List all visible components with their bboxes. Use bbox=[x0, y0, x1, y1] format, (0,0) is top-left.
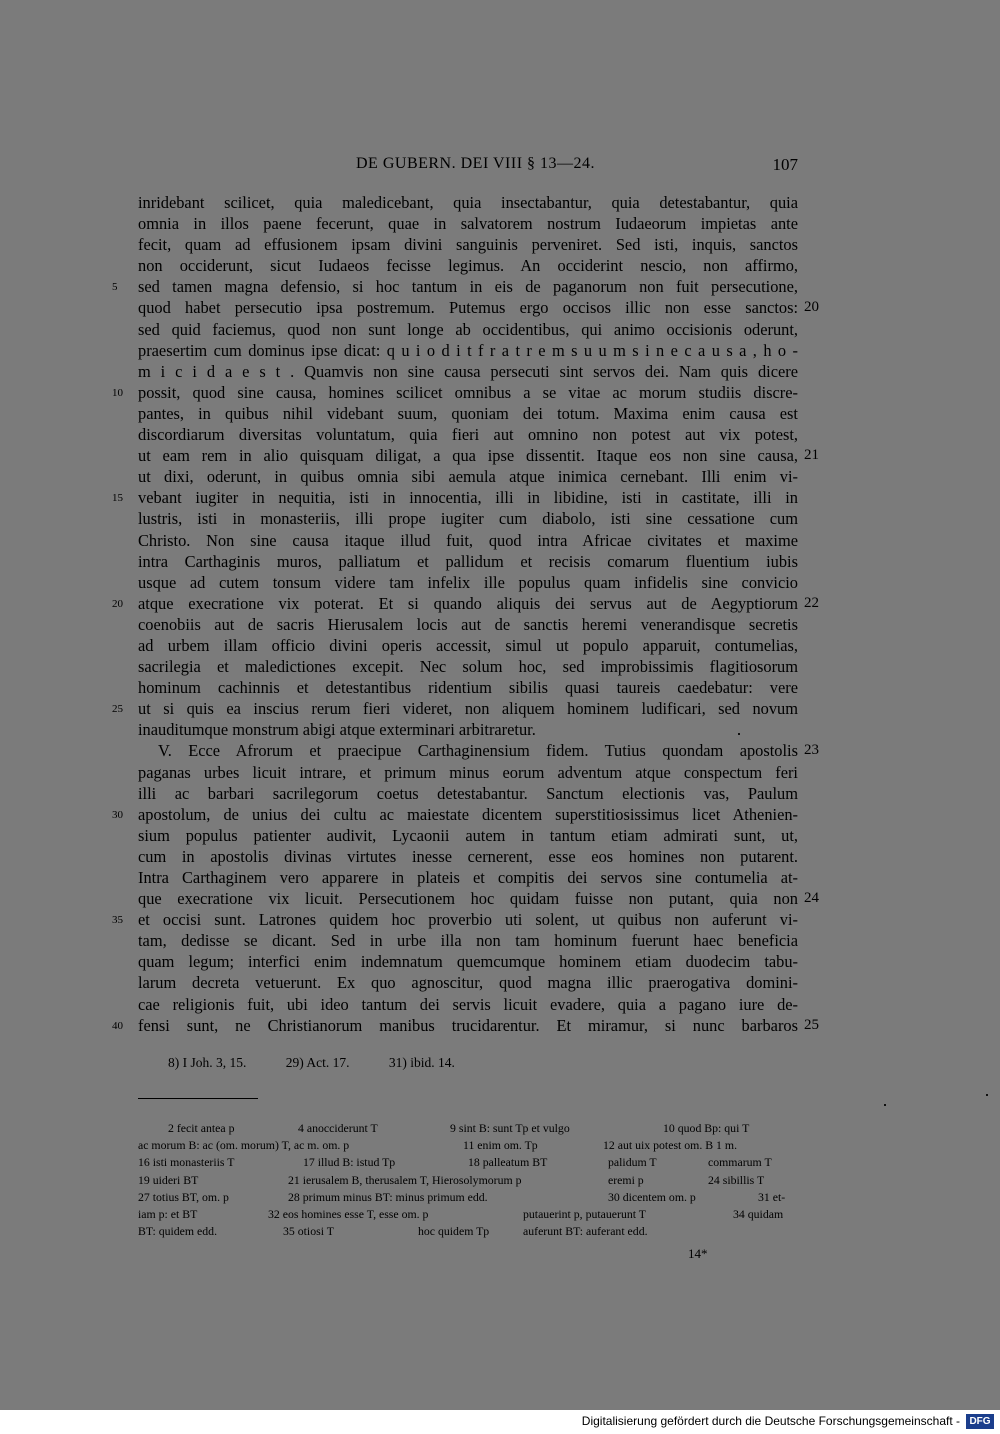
apparatus-line bbox=[138, 1206, 798, 1223]
apparatus-note: commarum T bbox=[708, 1155, 772, 1170]
speck bbox=[884, 1104, 886, 1106]
text-line bbox=[112, 276, 798, 297]
apparatus-note: 31 et- bbox=[758, 1189, 786, 1204]
text-line bbox=[112, 487, 798, 508]
running-header bbox=[138, 155, 798, 177]
line-text: intra Carthaginis muros, palliatum et pallidum et recisis comarum fluentium iubis bbox=[138, 551, 798, 571]
apparatus-note: 21 ierusalem B, therusalem T, Hierosolymorum p bbox=[288, 1172, 522, 1187]
text-line bbox=[112, 382, 798, 403]
line-text: larum decreta vetuerunt. Ex quo agnoscitur, quod magna illic praerogativa domini- bbox=[138, 973, 798, 993]
speck bbox=[986, 1094, 988, 1096]
text-line bbox=[138, 888, 819, 909]
line-text: cae religionis fuit, ubi ideo tantum dei servis licuit evadere, quia a pagano iure de- bbox=[138, 994, 798, 1014]
line-text: Intra Carthaginem vero apparere in plateis et compitis dei servos sine contumelia at- bbox=[138, 868, 798, 887]
apparatus-note: 24 sibillis T bbox=[708, 1172, 765, 1187]
line-number: 30 bbox=[112, 808, 123, 821]
text-line bbox=[138, 530, 798, 551]
line-text: possit, quod sine causa, homines scilicet omnibus a se vitae ac morum studiis discre- bbox=[138, 382, 798, 402]
apparatus-line bbox=[138, 1120, 798, 1137]
apparatus-note: hoc quidem Tp bbox=[418, 1224, 490, 1239]
apparatus-note: ac morum B: ac (om. morum) T, ac m. om. p bbox=[138, 1138, 350, 1153]
line-text: coenobiis aut de sacris Hierusalem locis aut de sanctis heremi venerandisque secretis bbox=[138, 614, 798, 634]
text-line bbox=[138, 677, 798, 698]
section-number: 25 bbox=[804, 1016, 819, 1033]
line-text: pantes, in quibus nihil videbant suum, quoniam dei totum. Maxima enim causa est bbox=[138, 403, 798, 423]
apparatus-note: 28 primum minus BT: minus primum edd. bbox=[288, 1189, 488, 1204]
apparatus-line bbox=[138, 1223, 798, 1240]
line-text: ut dixi, oderunt, in quibus omnia sibi aemula atque inimica cernebant. Illi enim vi- bbox=[138, 467, 798, 487]
apparatus-note: 4 anocciderunt T bbox=[298, 1121, 378, 1135]
footer-bar bbox=[0, 1410, 1000, 1434]
line-text: que execratione vix licuit. Persecutionem hoc quidam fuisse non putant, quia non bbox=[138, 889, 798, 909]
apparatus-note: BT: quidem edd. bbox=[138, 1224, 218, 1239]
line-text: omnia in illos paene fecerunt, quae in salvatorem nostrum Iudaeorum impietas ante bbox=[138, 214, 798, 234]
text-line bbox=[112, 593, 819, 614]
apparatus-note: 11 enim om. Tp bbox=[463, 1138, 538, 1153]
line-text: ut si quis ea inscius rerum fieri videret, non aliquem hominem ludificari, sed novum bbox=[138, 699, 798, 719]
line-text: et occisi sunt. Latrones quidem hoc proverbio uti solent, ut quibus non auferunt vi- bbox=[138, 910, 798, 930]
apparatus-note: iam p: et BT bbox=[138, 1206, 198, 1221]
text-line bbox=[138, 340, 798, 361]
line-text: paganas urbes licuit intrare, et primum minus eorum adventum atque conspectum feri bbox=[138, 762, 798, 782]
text-line bbox=[138, 994, 798, 1015]
text-line bbox=[138, 825, 798, 846]
section-number: 24 bbox=[804, 890, 819, 907]
reference: 31) ibid. 14. bbox=[388, 1055, 455, 1070]
text-line bbox=[138, 783, 798, 804]
line-text: inauditumque monstrum abigi atque exterminari arbitraretur. bbox=[138, 720, 536, 740]
apparatus-note: putauerint p, putauerunt T bbox=[523, 1206, 646, 1221]
line-text: ut eam rem in alio quisquam diligat, a qua ipse dissentit. Itaque eos non sine causa, bbox=[138, 446, 798, 466]
line-text: illi ac barbari sacrilegorum coetus detestabantur. Sanctum electionis vas, Paulum bbox=[138, 783, 798, 803]
text-line bbox=[138, 213, 798, 234]
critical-apparatus bbox=[138, 1120, 798, 1240]
text-line bbox=[138, 930, 798, 951]
text-line bbox=[138, 867, 798, 888]
line-number: 20 bbox=[112, 597, 123, 610]
text-line bbox=[138, 972, 798, 993]
text-line bbox=[138, 656, 798, 677]
line-text: sium populus patienter audivit, Lycaonii autem in tantum etiam admirati sunt, ut, bbox=[138, 825, 798, 845]
line-text: Christo. Non sine causa itaque illud fuit, quod intra Africae civitates et maxime bbox=[138, 530, 798, 550]
apparatus-note: palidum T bbox=[608, 1155, 657, 1170]
line-number: 25 bbox=[112, 703, 123, 716]
line-text: apostolum, de unius dei cultu ac maiestate dicentem superstitiosissimus licet Athenien- bbox=[138, 804, 798, 824]
line-text: hominum cachinnis et detestantibus ridentium sibilis quasi taureis caedebatur: vere bbox=[138, 678, 798, 698]
text-line bbox=[138, 297, 819, 318]
text-line bbox=[112, 909, 798, 930]
section-number: 20 bbox=[804, 299, 819, 316]
line-text: sed quid faciemus, quod non sunt longe ab occidentibus, qui animo occisionis oderunt, bbox=[138, 319, 798, 339]
line-text: sacrilegia et maledictiones excepit. Nec solum hoc, sed improbissimis flagitiosorum bbox=[138, 657, 798, 677]
apparatus-note: 27 totius BT, om. p bbox=[138, 1189, 229, 1204]
speck bbox=[738, 733, 740, 735]
apparatus-note: 34 quidam bbox=[733, 1206, 784, 1221]
apparatus-line bbox=[138, 1137, 798, 1154]
text-line bbox=[138, 951, 798, 972]
text-line bbox=[138, 508, 798, 529]
line-text: discordiarum diversitas voluntatum, quia fieri aut omnino non potest aut vix potest, bbox=[138, 425, 798, 445]
line-text: fensi sunt, ne Christianorum manibus trucidarentur. Et miramur, si nunc barbaros bbox=[138, 1015, 798, 1035]
line-text: sed tamen magna defensio, si hoc tantum in eis de paganorum non fuit persecutione, bbox=[138, 277, 798, 297]
text-line bbox=[138, 846, 798, 867]
text-line bbox=[138, 445, 819, 466]
line-text: vebant iugiter in nequitia, isti in innocentia, illi in libidine, isti in castitate, illi in bbox=[138, 488, 798, 508]
line-text: ad urbem illam officio divini operis accessit, simul ut populo apparuit, contumelias, bbox=[138, 635, 798, 655]
line-text: quod habet persecutio ipsa postremum. Putemus ergo occisos illic non esse sanctos: bbox=[138, 298, 798, 318]
text-line bbox=[138, 361, 798, 382]
text-line bbox=[138, 614, 798, 635]
apparatus-note: 17 illud B: istud Tp bbox=[303, 1155, 396, 1170]
text-line bbox=[138, 466, 798, 487]
line-text: tam, dedisse se dicant. Sed in urbe illa non tam hominum fuerunt haec beneficia bbox=[138, 931, 798, 951]
text-line bbox=[112, 804, 798, 825]
apparatus-note: 30 dicentem om. p bbox=[608, 1189, 696, 1204]
reference: 29) Act. 17. bbox=[285, 1055, 350, 1070]
line-text: V. Ecce Afrorum et praecipue Carthaginensium fidem. Tutius quondam apostolis bbox=[158, 741, 798, 761]
running-title: DE GUBERN. DEI VIII § 13—24. bbox=[356, 155, 596, 172]
line-text: atque execratione vix poterat. Et si quando aliquis dei servus aut de Aegyptiorum bbox=[138, 593, 798, 613]
line-number: 35 bbox=[112, 914, 123, 927]
line-text: fecit, quam ad effusionem ipsam divini sanguinis perveniret. Sed isti, inquis, sanctos bbox=[138, 235, 798, 255]
line-text: inridebant scilicet, quia maledicebant, quia insectabantur, quia detestabantur, quia bbox=[138, 193, 798, 212]
line-number: 15 bbox=[112, 492, 123, 505]
line-text: praesertim cum dominus ipse dicat: q u i o d i t f r a t r e m s u u m s i n e c a u s a , h o - bbox=[138, 340, 798, 360]
page-number: 107 bbox=[772, 155, 798, 174]
apparatus-line bbox=[138, 1154, 798, 1171]
line-text: m i c i d a e s t . Quamvis non sine causa persecuti sint servos dei. Nam quis dicere bbox=[138, 361, 798, 381]
text-line bbox=[138, 424, 798, 445]
text-line bbox=[138, 762, 798, 783]
text-line bbox=[138, 635, 798, 656]
apparatus-note: 10 quod Bp: qui T bbox=[663, 1121, 750, 1135]
line-number: 10 bbox=[112, 386, 123, 399]
dfg-logo: DFG bbox=[966, 1414, 994, 1429]
line-text: quam legum; interfici enim indemnatum quemcumque hominem etiam duodecim tabu- bbox=[138, 952, 798, 972]
signature-mark: 14* bbox=[688, 1246, 708, 1261]
apparatus-note: auferunt BT: auferant edd. bbox=[523, 1224, 648, 1239]
text-line bbox=[138, 551, 798, 572]
text-line bbox=[138, 255, 798, 276]
text-line bbox=[138, 192, 798, 213]
text-line bbox=[138, 319, 798, 340]
line-text: non occiderunt, sicut Iudaeos fecisse legimus. An occiderint nescio, non affirmo, bbox=[138, 256, 798, 276]
line-number: 40 bbox=[112, 1019, 123, 1032]
text-line bbox=[138, 403, 798, 424]
apparatus-note: 2 fecit antea p bbox=[168, 1121, 235, 1135]
text-line bbox=[112, 698, 798, 719]
section-number: 23 bbox=[804, 742, 819, 759]
line-number: 5 bbox=[112, 281, 118, 294]
line-text: lustris, isti in monasteriis, illi prope iugiter cum diabolo, isti sine cessatione cum bbox=[138, 509, 798, 529]
apparatus-note: 9 sint B: sunt Tp et vulgo bbox=[450, 1121, 570, 1135]
biblical-references bbox=[168, 1055, 491, 1071]
text-line bbox=[138, 234, 798, 255]
footnote-divider bbox=[138, 1098, 258, 1099]
main-text bbox=[112, 192, 819, 1036]
apparatus-note: 19 uideri BT bbox=[138, 1172, 199, 1187]
reference: 8) I Joh. 3, 15. bbox=[168, 1055, 247, 1070]
section-number: 22 bbox=[804, 594, 819, 611]
apparatus-note: 12 aut uix potest om. B 1 m. bbox=[603, 1138, 738, 1153]
section-number: 21 bbox=[804, 447, 819, 464]
text-line bbox=[112, 1015, 819, 1036]
apparatus-note: eremi p bbox=[608, 1172, 644, 1187]
text-line bbox=[138, 740, 819, 761]
apparatus-line bbox=[138, 1172, 798, 1189]
text-line bbox=[138, 719, 798, 740]
apparatus-note: 16 isti monasteriis T bbox=[138, 1155, 235, 1170]
funding-notice: Digitalisierung gefördert durch die Deutsche Forschungsgemeinschaft - bbox=[581, 1414, 960, 1428]
line-text: usque ad cutem tonsum videre tam infelix ille populus quam infidelis sine convicio bbox=[138, 572, 798, 592]
apparatus-note: 18 palleatum BT bbox=[468, 1155, 548, 1170]
text-line bbox=[138, 572, 798, 593]
apparatus-note: 35 otiosi T bbox=[283, 1224, 334, 1239]
apparatus-note: 32 eos homines esse T, esse om. p bbox=[268, 1206, 429, 1221]
line-text: cum in apostolis divinas virtutes inesse cernerent, esse eos homines non putarent. bbox=[138, 846, 798, 866]
apparatus-line bbox=[138, 1189, 798, 1206]
